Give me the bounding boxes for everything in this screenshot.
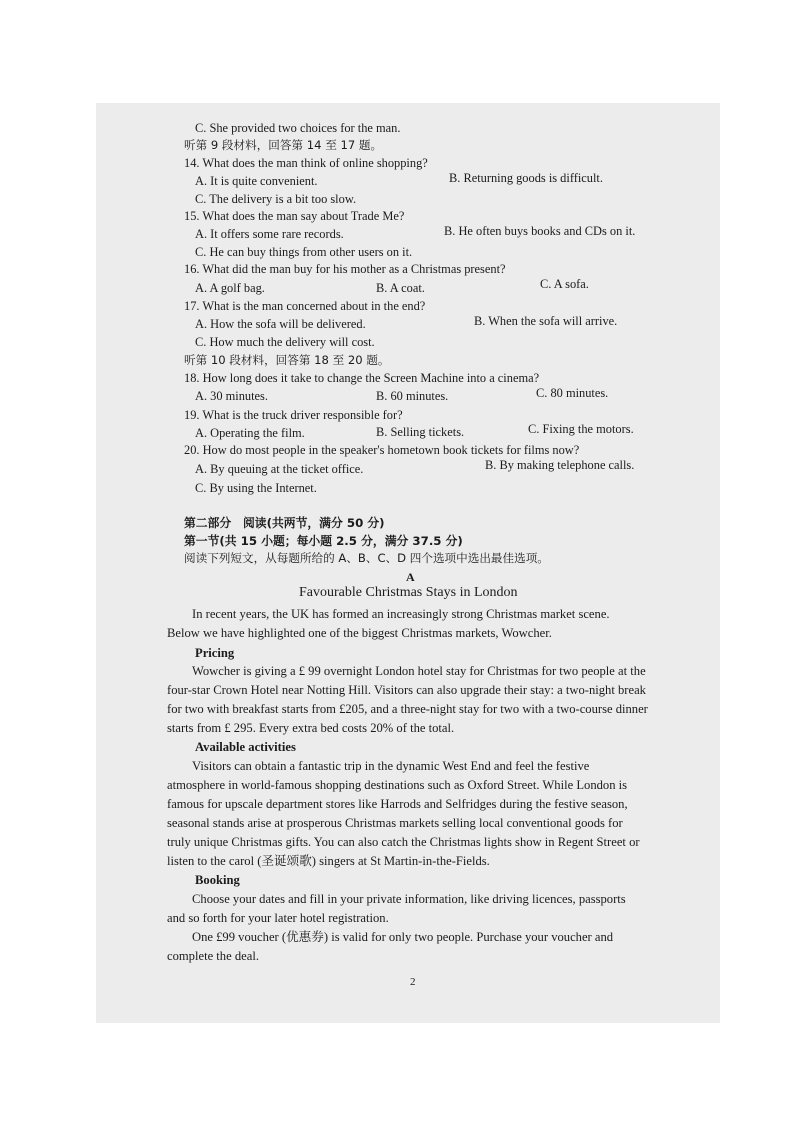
q18-option-c: C. 80 minutes. — [536, 386, 609, 400]
part-two-title: 第二部分 阅读(共两节，满分 50 分) — [184, 516, 385, 530]
q18-stem: 18. How long does it take to change the Screen Machine into a cinema? — [184, 371, 540, 385]
q19-option-a: A. Operating the film. — [195, 426, 305, 440]
q14-stem: 14. What does the man think of online shopping? — [184, 156, 428, 170]
activities-line: Visitors can obtain a fantastic trip in the dynamic West End and feel the festive — [192, 759, 590, 773]
q18-option-a: A. 30 minutes. — [195, 389, 268, 403]
q14-option-c: C. The delivery is a bit too slow. — [195, 192, 357, 206]
pricing-line: starts from £ 295. Every extra bed costs 20% of the total. — [167, 721, 455, 735]
q14-option-a: A. It is quite convenient. — [195, 174, 318, 188]
exam-page — [96, 103, 720, 1023]
q20-option-a: A. By queuing at the ticket office. — [195, 462, 364, 476]
booking-line: One £99 voucher (优惠券) is valid for only two people. Purchase your voucher and — [192, 930, 614, 944]
q17-option-a: A. How the sofa will be delivered. — [195, 317, 366, 331]
intro-line: In recent years, the UK has formed an increasingly strong Christmas market scene. — [192, 607, 610, 621]
q20-option-c: C. By using the Internet. — [195, 481, 317, 495]
q16-stem: 16. What did the man buy for his mother as a Christmas present? — [184, 262, 506, 276]
q13-option-c: C. She provided two choices for the man. — [195, 121, 401, 135]
activities-heading: Available activities — [195, 740, 296, 754]
q17-stem: 17. What is the man concerned about in the end? — [184, 299, 426, 313]
page-number: 2 — [410, 976, 416, 988]
intro-line: Below we have highlighted one of the biggest Christmas markets, Wowcher. — [167, 626, 552, 640]
q16-option-a: A. A golf bag. — [195, 281, 265, 295]
q17-option-b: B. When the sofa will arrive. — [474, 314, 618, 328]
activities-line: listen to the carol (圣诞颂歌) singers at St Martin-in-the-Fields. — [167, 854, 490, 868]
q19-option-b: B. Selling tickets. — [376, 425, 465, 439]
pricing-line: four-star Crown Hotel near Notting Hill. Visitors can also upgrade their stay: a two-night break — [167, 683, 646, 697]
instruction-section-9: 听第 9 段材料，回答第 14 至 17 题。 — [184, 138, 383, 152]
instruction-section-10: 听第 10 段材料，回答第 18 至 20 题。 — [184, 353, 390, 367]
reading-instruction: 阅读下列短文，从每题所给的 A、B、C、D 四个选项中选出最佳选项。 — [184, 551, 549, 565]
q15-stem: 15. What does the man say about Trade Me? — [184, 209, 405, 223]
activities-line: truly unique Christmas gifts. You can also catch the Christmas lights show in Regent Street or — [167, 835, 640, 849]
q15-option-b: B. He often buys books and CDs on it. — [444, 224, 636, 238]
q19-stem: 19. What is the truck driver responsible for? — [184, 408, 403, 422]
passage-letter: A — [406, 570, 415, 584]
pricing-line: for two with breakfast starts from £205, and a three-night stay for two with a two-course dinner — [167, 702, 648, 716]
page-content — [96, 103, 720, 1023]
booking-heading: Booking — [195, 873, 240, 887]
q19-option-c: C. Fixing the motors. — [528, 422, 634, 436]
article-title: Favourable Christmas Stays in London — [299, 585, 518, 600]
booking-line: and so forth for your later hotel registration. — [167, 911, 389, 925]
booking-line: Choose your dates and fill in your private information, like driving licences, passports — [192, 892, 626, 906]
activities-line: famous for upscale department stores like Harrods and Selfridges during the festive season, — [167, 797, 628, 811]
q14-option-b: B. Returning goods is difficult. — [449, 171, 603, 185]
section-one-title: 第一节(共 15 小题；每小题 2.5 分，满分 37.5 分) — [184, 534, 463, 548]
activities-line: seasonal stands arise at prosperous Christmas markets selling local conventional goods for — [167, 816, 623, 830]
q17-option-c: C. How much the delivery will cost. — [195, 335, 375, 349]
q16-option-b: B. A coat. — [376, 281, 425, 295]
q16-option-c: C. A sofa. — [540, 277, 589, 291]
q15-option-a: A. It offers some rare records. — [195, 227, 344, 241]
pricing-heading: Pricing — [195, 646, 235, 660]
q18-option-b: B. 60 minutes. — [376, 389, 449, 403]
booking-line: complete the deal. — [167, 949, 259, 963]
pricing-line: Wowcher is giving a £ 99 overnight London hotel stay for Christmas for two people at the — [192, 664, 646, 678]
activities-line: atmosphere in world-famous shopping destinations such as Oxford Street. While London is — [167, 778, 628, 792]
q20-option-b: B. By making telephone calls. — [485, 458, 635, 472]
q15-option-c: C. He can buy things from other users on it. — [195, 245, 413, 259]
q20-stem: 20. How do most people in the speaker's hometown book tickets for films now? — [184, 443, 580, 457]
